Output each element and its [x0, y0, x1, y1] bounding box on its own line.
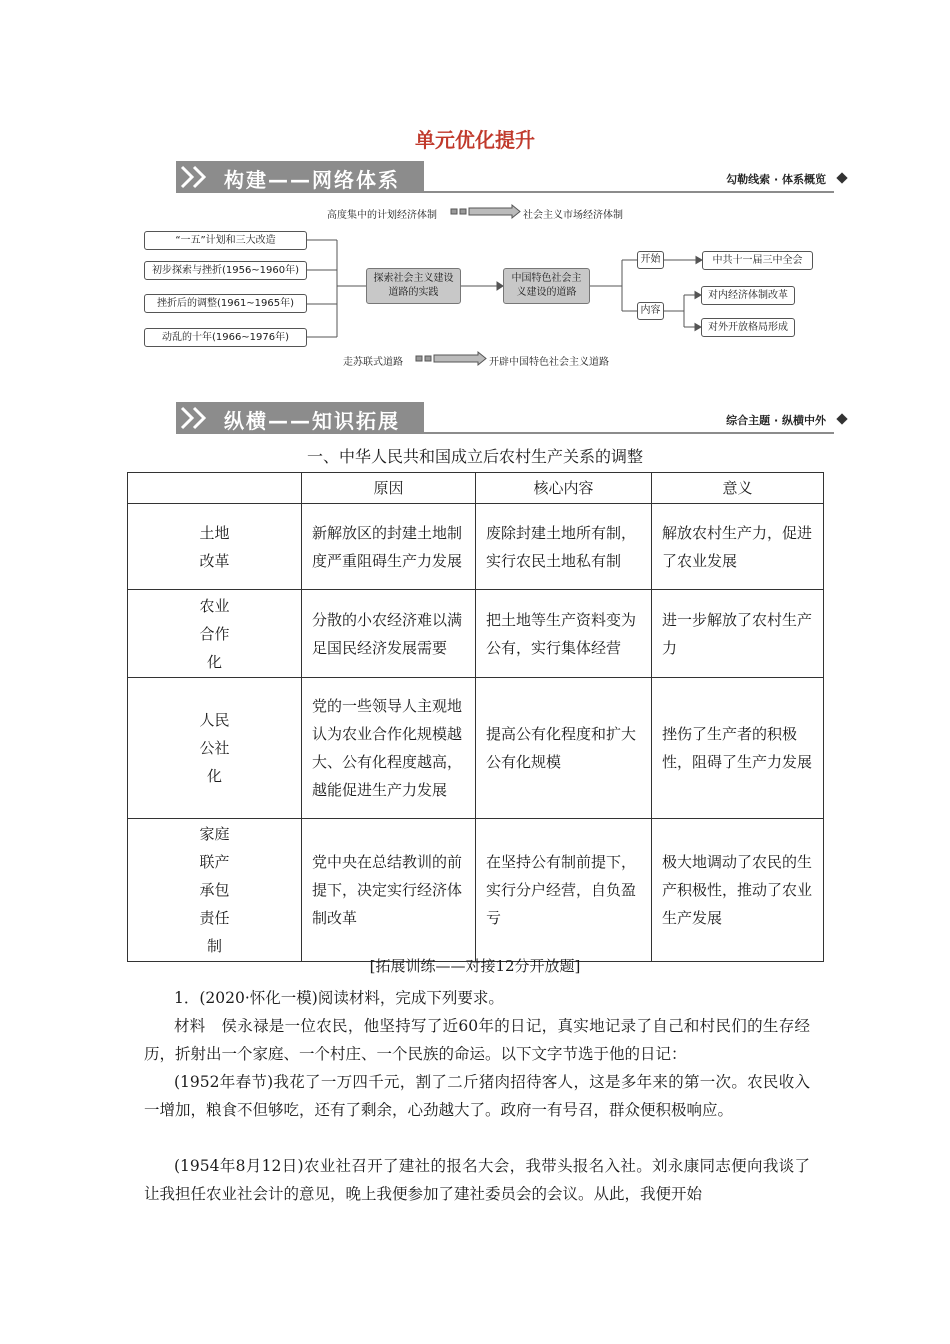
- diamond-icon: [836, 413, 847, 424]
- stage-box: 挫折后的调整(1961~1965年): [144, 294, 307, 313]
- training-caption: [拓展训练——对接12分开放题]: [369, 957, 581, 975]
- banner-subtitle: 勾勒线索 · 体系概览: [726, 173, 826, 186]
- header-cell: [128, 473, 302, 504]
- relations-table: [127, 472, 824, 962]
- header-cell: 核心内容: [476, 473, 652, 504]
- start-label-box: 开始: [637, 251, 664, 269]
- table-row: [128, 590, 824, 678]
- market-economy-label: 社会主义市场经济体制: [523, 210, 623, 221]
- header-cell: 原因: [302, 473, 476, 504]
- diary-paragraph-1952: (1952年春节)我花了一万四千元，割了二斤猪肉招待客人，这是多年来的第一次。农民收入一增加，粮食不但够吃，还有了剩余，心劲越大了。政府一有号召，群众便积极响应。: [144, 1073, 810, 1119]
- row-name: 农业 合作 化: [128, 590, 302, 678]
- reason-cell: 新解放区的封建土地制度严重阻碍生产力发展: [302, 504, 476, 590]
- row-name: 家庭 联产 承包 责任 制: [128, 819, 302, 962]
- meaning-cell: 解放农村生产力，促进了农业发展: [652, 504, 824, 590]
- stage-box: 初步探索与挫折(1956~1960年): [144, 261, 307, 280]
- planned-economy-label: 高度集中的计划经济体制: [327, 210, 437, 221]
- diary-paragraph-1954: (1954年8月12日)农业社召开了建社的报名大会，我带头报名入社。刘永康同志便向我谈了让我担任农业社会计的意见，晚上我便参加了建社委员会的会议。从此，我便开始: [144, 1157, 810, 1203]
- table-row: [128, 678, 824, 819]
- header-cell: 意义: [652, 473, 824, 504]
- section-heading: 一、中华人民共和国成立后农村生产关系的调整: [306, 447, 643, 466]
- stage-box: 动乱的十年(1966~1976年): [144, 328, 307, 347]
- table-row: [128, 819, 824, 962]
- core-cell: 在坚持公有制前提下，实行分户经营，自负盈亏: [476, 819, 652, 962]
- question-intro: 1．(2020·怀化一模)阅读材料，完成下列要求。: [174, 989, 504, 1007]
- reason-cell: 党的一些领导人主观地认为农业合作化规模越大、公有化程度越高，越能促进生产力发展: [302, 678, 476, 819]
- third-plenum-box: 中共十一届三中全会: [702, 251, 813, 270]
- meaning-cell: 进一步解放了农村生产力: [652, 590, 824, 678]
- banner-subtitle: 综合主题 · 纵横中外: [726, 414, 826, 427]
- diagram-connectors: [0, 0, 950, 380]
- soviet-road-label: 走苏联式道路: [343, 357, 403, 368]
- internal-reform-box: 对内经济体制改革: [701, 286, 795, 305]
- section-banner-knowledge: [176, 402, 846, 436]
- row-name: 土地 改革: [128, 504, 302, 590]
- chevron-icon: [180, 406, 220, 430]
- content-label-box: 内容: [637, 302, 664, 320]
- meaning-cell: 挫伤了生产者的积极性，阻碍了生产力发展: [652, 678, 824, 819]
- page-title: 单元优化提升: [415, 128, 535, 152]
- row-name: 人民 公社 化: [128, 678, 302, 819]
- banner-title: 纵横——知识拓展: [224, 409, 400, 433]
- material-paragraph: 材料 侯永禄是一位农民，他坚持写了近60年的日记，真实地记录了自己和村民们的生存经历，折射出一个家庭、一个村庄、一个民族的命运。以下文字节选于他的日记：: [144, 1017, 810, 1063]
- china-socialism-label: 开辟中国特色社会主义道路: [489, 357, 609, 368]
- china-road-box: 中国特色社会主义建设的道路: [503, 268, 590, 304]
- core-cell: 把土地等生产资料变为公有，实行集体经营: [476, 590, 652, 678]
- table-row: [128, 504, 824, 590]
- meaning-cell: 极大地调动了农民的生产积极性，推动了农业生产发展: [652, 819, 824, 962]
- explore-practice-box: 探索社会主义建设道路的实践: [366, 268, 461, 304]
- banner-title: 构建——网络体系: [224, 168, 400, 192]
- table-header-row: [128, 473, 824, 504]
- stage-box: “一五”计划和三大改造: [144, 231, 307, 250]
- opening-up-box: 对外开放格局形成: [701, 318, 795, 337]
- reason-cell: 分散的小农经济难以满足国民经济发展需要: [302, 590, 476, 678]
- core-cell: 废除封建土地所有制，实行农民土地私有制: [476, 504, 652, 590]
- core-cell: 提高公有化程度和扩大公有化规模: [476, 678, 652, 819]
- knowledge-diagram: [0, 0, 950, 380]
- reason-cell: 党中央在总结教训的前提下，决定实行经济体制改革: [302, 819, 476, 962]
